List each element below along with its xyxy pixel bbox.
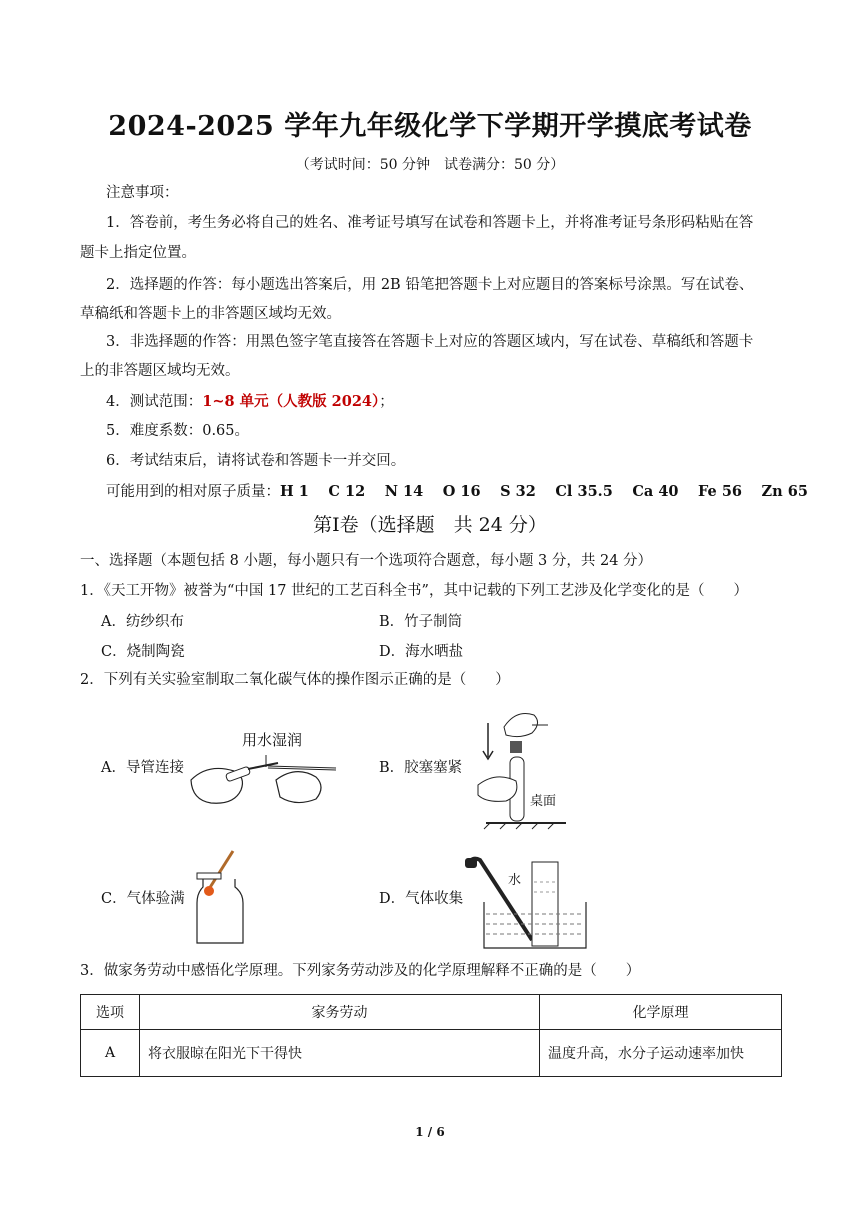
table-header-cell: 化学原理 <box>540 995 782 1030</box>
q2-option-c[interactable]: C．气体验满 <box>101 891 185 907</box>
atomic-masses <box>106 478 812 506</box>
fig-a-label: 用水湿润 <box>242 731 303 749</box>
fig-d-label: 水 <box>508 873 522 888</box>
note-3-line-2: 上的非答题区域均无效。 <box>80 363 240 379</box>
q3-stem: 3．做家务劳动中感悟化学原理。下列家务劳动涉及的化学原理解释不正确的是（ ） <box>80 963 641 979</box>
table-cell: A <box>81 1030 140 1077</box>
table-header-cell: 家务劳动 <box>140 995 540 1030</box>
table-header-cell: 选项 <box>81 995 140 1030</box>
q3-table <box>80 994 782 1077</box>
q2-option-b[interactable]: B．胶塞塞紧 <box>379 760 463 776</box>
q2-stem: 2．下列有关实验室制取二氧化碳气体的操作图示正确的是（ ） <box>80 672 510 688</box>
q1-option-b[interactable]: B．竹子制筒 <box>379 614 463 630</box>
test-range: 1~8 单元（人教版 2024） <box>202 393 380 410</box>
table-cell: 温度升高，水分子运动速率加快 <box>540 1030 782 1077</box>
q1-stem: 1．《天工开物》被誉为“中国 17 世纪的工艺百科全书”，其中记载的下列工艺涉及化学变化的是（ ） <box>80 583 748 599</box>
section-title: 第Ⅰ卷（选择题 共 24 分） <box>313 514 547 536</box>
q2-option-d[interactable]: D．气体收集 <box>379 891 464 907</box>
note-2-line-2: 草稿纸和答题卡上的非答题区域均无效。 <box>80 306 341 322</box>
fig-b-label: 桌面 <box>530 794 557 809</box>
note-4-suffix: ； <box>379 394 394 410</box>
exam-subtitle: （考试时间：50 分钟 试卷满分：50 分） <box>295 157 565 173</box>
note-3-line-1: 3．非选择题的作答：用黑色签字笔直接答在答题卡上对应的答题区域内，写在试卷、草稿纸和答题卡 <box>106 334 754 350</box>
note-4-prefix: 4．测试范围： <box>106 394 203 410</box>
atomic-masses-values: H 1 C 12 N 14 O 16 S 32 Cl 35.5 Ca 40 Fe 56 Zn 65 <box>280 483 808 500</box>
gas-collection-figure <box>462 852 587 952</box>
note-5: 5．难度系数：0.65。 <box>106 423 250 439</box>
note-2-line-1: 2．选择题的作答：每小题选出答案后，用 2B 铅笔把答题卡上对应题目的答案标号涂黑。写在试卷、 <box>106 277 754 293</box>
gas-check-figure <box>195 847 250 947</box>
table-cell: 将衣服晾在阳光下干得快 <box>140 1030 540 1077</box>
section-description: 一、选择题（本题包括 8 小题，每小题只有一个选项符合题意，每小题 3 分，共 24 分） <box>80 553 653 569</box>
stopper-figure <box>476 705 571 830</box>
tube-connection-figure <box>186 725 346 810</box>
note-4 <box>106 388 812 416</box>
atomic-masses-label: 可能用到的相对原子质量： <box>106 484 280 500</box>
q2-option-a[interactable]: A．导管连接 <box>101 760 184 776</box>
q1-option-c[interactable]: C．烧制陶瓷 <box>101 644 185 660</box>
notes-heading: 注意事项： <box>106 185 179 201</box>
note-1-line-1: 1．答卷前，考生务必将自己的姓名、准考证号填写在试卷和答题卡上，并将准考证号条形码粘贴在答 <box>106 215 754 231</box>
q1-option-d[interactable]: D．海水晒盐 <box>379 644 464 660</box>
page-number: 1 / 6 <box>415 1125 445 1139</box>
note-1-line-2: 题卡上指定位置。 <box>80 245 196 261</box>
table-row <box>81 1030 782 1077</box>
q1-option-a[interactable]: A．纺纱织布 <box>101 614 184 630</box>
exam-title: 2024-2025 学年九年级化学下学期开学摸底考试卷 <box>108 111 752 142</box>
note-6: 6．考试结束后，请将试卷和答题卡一并交回。 <box>106 453 406 469</box>
table-header-row <box>81 995 782 1030</box>
